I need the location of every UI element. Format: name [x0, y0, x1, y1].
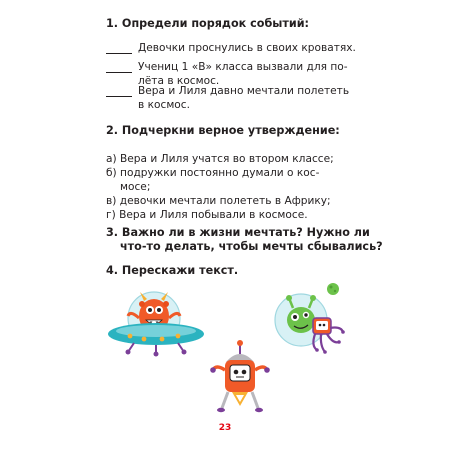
answer-blank-1[interactable] [106, 53, 132, 54]
page-number: 23 [218, 423, 232, 433]
event-2-line-2: лёта в космос. [138, 75, 220, 87]
robot-monster-illustration [210, 340, 272, 415]
option-c[interactable]: в) девочки мечтали полететь в Африку; [106, 195, 331, 207]
option-d[interactable]: г) Вера и Лиля побывали в космосе. [106, 209, 308, 221]
question-2-title: 2. Подчеркни верное утверждение: [106, 124, 340, 137]
question-3-line-2: что-то делать, чтобы мечты сбывались? [120, 240, 383, 253]
option-a[interactable]: а) Вера и Лиля учатся во втором классе; [106, 153, 334, 165]
event-3-line-2: в космос. [138, 99, 190, 111]
answer-blank-3[interactable] [106, 96, 132, 97]
event-2-line-1: Учениц 1 «В» класса вызвали для по- [138, 61, 348, 73]
alien-bubble-illustration [273, 280, 353, 360]
option-b-line-1[interactable]: б) подружки постоянно думали о кос- [106, 167, 320, 179]
answer-blank-2[interactable] [106, 72, 132, 73]
question-3-line-1: 3. Важно ли в жизни мечтать? Нужно ли [106, 226, 370, 239]
event-3-line-1: Вера и Лиля давно мечтали полететь [138, 85, 350, 97]
saucer-monster-illustration [106, 288, 208, 360]
question-4-title: 4. Перескажи текст. [106, 264, 239, 277]
option-b-line-2[interactable]: мосе; [120, 181, 151, 193]
event-1-line-1: Девочки проснулись в своих кроватях. [138, 42, 356, 54]
question-1-title: 1. Определи порядок событий: [106, 17, 310, 30]
